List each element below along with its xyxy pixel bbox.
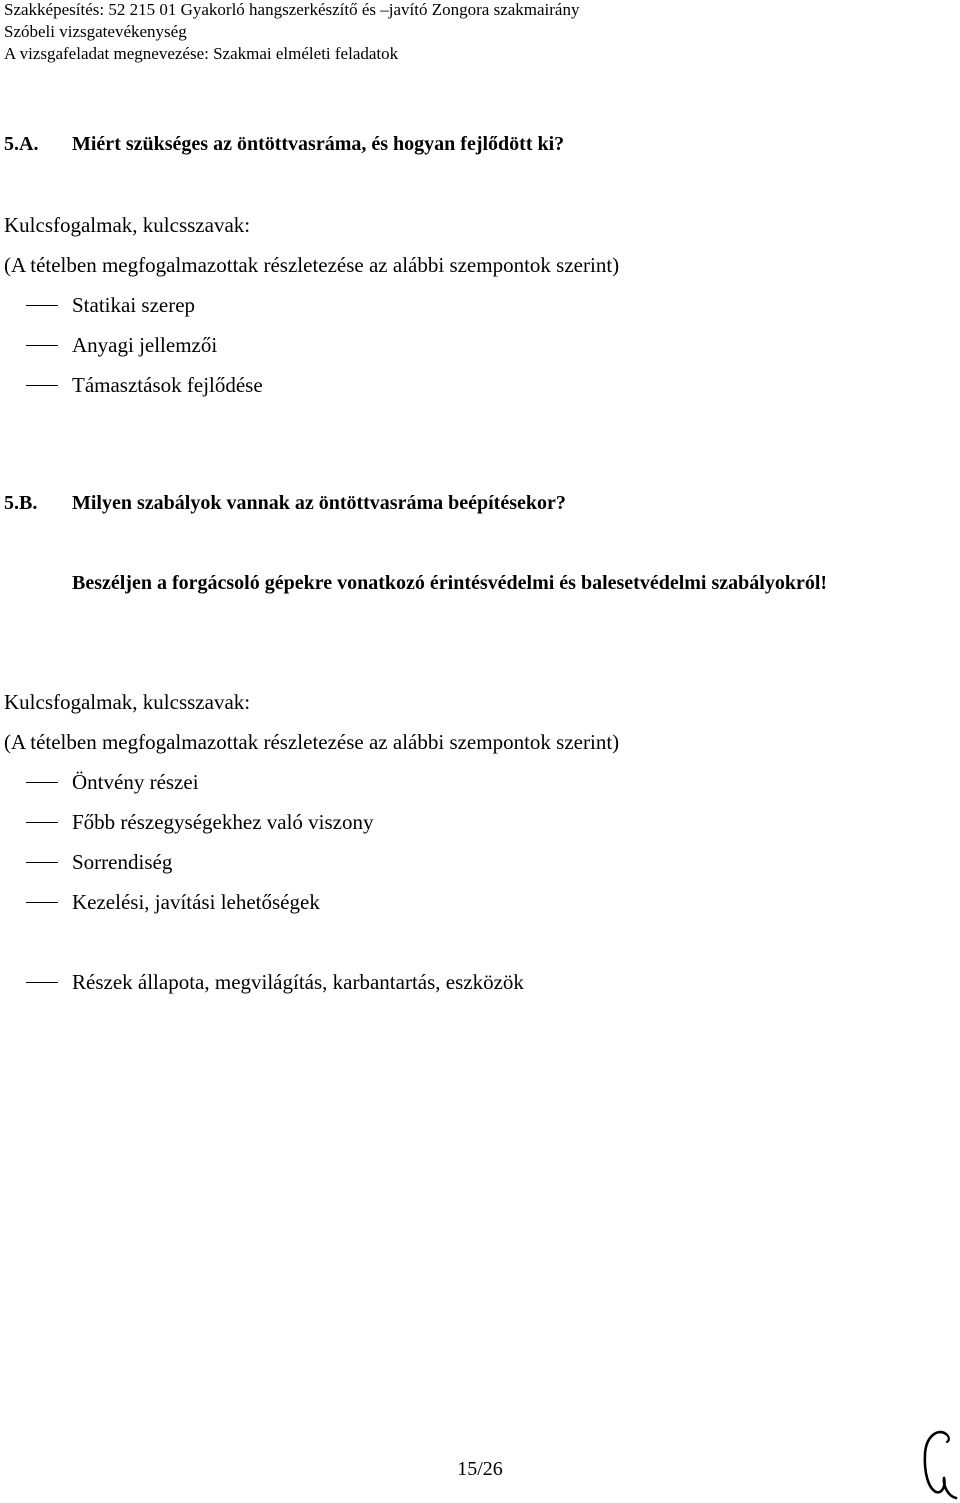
- question-5b-number: 5.B.: [4, 492, 38, 514]
- dash-bullet: [26, 345, 58, 346]
- question-5b-text: Milyen szabályok vannak az öntöttvasráma beépítésekor?: [72, 492, 566, 514]
- dash-bullet: [26, 822, 58, 823]
- dash-bullet: [26, 782, 58, 783]
- keywords-label-a: Kulcsfogalmak, kulcsszavak:: [4, 213, 251, 237]
- header-task-name: A vizsgafeladat megnevezése: Szakmai elméleti feladatok: [4, 44, 399, 63]
- header-exam-activity: Szóbeli vizsgatevékenység: [4, 22, 187, 41]
- question-5a-number: 5.A.: [4, 133, 39, 155]
- signature-mark: [916, 1426, 960, 1500]
- page-number: 15/26: [457, 1458, 503, 1480]
- dash-bullet: [26, 902, 58, 903]
- keywords-note-b: (A tételben megfogalmazottak részletezése az alábbi szempontok szerint): [4, 730, 620, 754]
- dash-bullet: [26, 305, 58, 306]
- header-qualification: Szakképesítés: 52 215 01 Gyakorló hangszerkészítő és –javító Zongora szakmairány: [4, 0, 580, 19]
- instruction-5b: Beszéljen a forgácsoló gépekre vonatkozó érintésvédelmi és balesetvédelmi szabályokról!: [72, 572, 828, 594]
- keywords-label-b: Kulcsfogalmak, kulcsszavak:: [4, 690, 251, 714]
- question-5a-text: Miért szükséges az öntöttvasráma, és hogyan fejlődött ki?: [72, 133, 565, 155]
- keywords-note-a: (A tételben megfogalmazottak részletezése az alábbi szempontok szerint): [4, 253, 620, 277]
- dash-bullet: [26, 982, 58, 983]
- dash-bullet: [26, 385, 58, 386]
- dash-bullet: [26, 862, 58, 863]
